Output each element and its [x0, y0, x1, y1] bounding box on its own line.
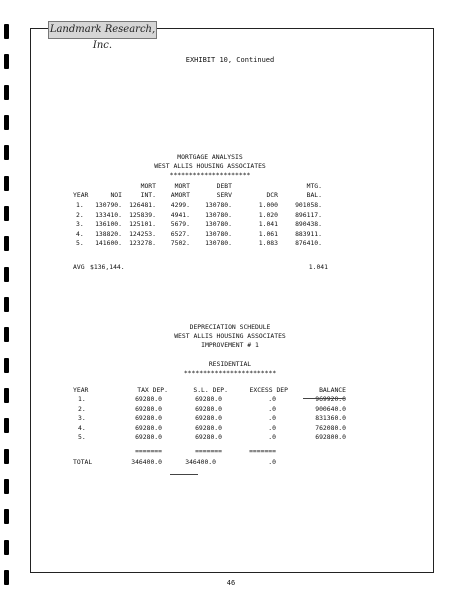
depreciation-cell-balance: 762080.0 [315, 423, 346, 432]
depreciation-sep-excess: ======= [249, 447, 276, 455]
mortgage-row-year: 3. [76, 220, 84, 229]
mortgage-cell-mort-amort: 4299. [170, 201, 190, 209]
depreciation-row-year: 2. [78, 404, 86, 413]
mortgage-header-mtg-bal: BAL. [306, 191, 322, 199]
binder-hole [4, 145, 9, 160]
depreciation-header-balance: BALANCE [319, 386, 346, 394]
mortgage-cell-debt-serv: 130780. [205, 239, 232, 248]
binder-hole [4, 418, 9, 433]
total-underline [170, 474, 198, 475]
mortgage-header-year: YEAR [73, 191, 89, 199]
depreciation-cell-tax-dep: 69280.0 [135, 423, 162, 432]
depreciation-cell-sl-dep: 69280.0 [195, 423, 222, 432]
mortgage-row-year: 5. [76, 239, 84, 248]
depreciation-total-sl: 346400.0 [185, 458, 216, 466]
mortgage-cell-debt-serv: 130780. [205, 220, 232, 229]
mortgage-row-year: 4. [76, 229, 84, 238]
binder-hole [4, 388, 9, 403]
mortgage-cell-mtg-bal: 901058. [295, 201, 322, 209]
mortgage-cell-mort-int: 125839. [129, 210, 156, 219]
depreciation-total-label: TOTAL [73, 458, 93, 466]
depreciation-header-excess-dep: EXCESS DEP [249, 386, 288, 394]
binder-hole [4, 358, 9, 373]
binder-hole [4, 176, 9, 191]
depreciation-cell-sl-dep: 69280.0 [195, 404, 222, 413]
depreciation-cell-tax-dep: 69280.0 [135, 433, 162, 442]
mortgage-cell-noi: 130790. [95, 201, 122, 209]
binder-hole [4, 509, 9, 524]
depreciation-cell-tax-dep: 69280.0 [135, 395, 162, 403]
binder-hole [4, 236, 9, 251]
depreciation-cell-tax-dep: 69280.0 [135, 414, 162, 423]
page-frame-bottom [30, 572, 434, 573]
depreciation-sep-tax: ======= [135, 447, 162, 455]
depreciation-cell-excess-dep: .0 [268, 414, 276, 423]
binder-hole [4, 54, 9, 69]
mortgage-cell-dcr: 1.020 [258, 210, 278, 219]
mortgage-stars: ********************* [169, 171, 251, 179]
depreciation-row-year: 1. [78, 395, 86, 403]
depreciation-cell-excess-dep: .0 [268, 404, 276, 413]
depreciation-stars: ************************ [183, 369, 277, 377]
depreciation-header-tax-dep: TAX DEP. [137, 386, 168, 394]
mortgage-cell-mtg-bal: 883911. [295, 229, 322, 238]
binder-hole [4, 327, 9, 342]
mortgage-cell-mort-amort: 6527. [170, 229, 190, 238]
mortgage-cell-mtg-bal: 896117. [295, 210, 322, 219]
mortgage-header-debt-serv: DEBT [216, 182, 232, 190]
binder-hole [4, 479, 9, 494]
depreciation-improvement: IMPROVEMENT # 1 [201, 341, 259, 349]
mortgage-cell-mort-int: 123278. [129, 239, 156, 248]
depreciation-sep-sl: ======= [195, 447, 222, 455]
depreciation-row-year: 5. [78, 433, 86, 442]
mortgage-header-mtg-bal: MTG. [306, 182, 322, 190]
company-logo: Landmark Research, Inc. [48, 21, 157, 39]
mortgage-cell-debt-serv: 130780. [205, 210, 232, 219]
depreciation-row-year: 3. [78, 414, 86, 423]
mortgage-row-year: 1. [76, 201, 84, 209]
mortgage-header-dcr: DCR [266, 191, 278, 199]
mortgage-title: MORTGAGE ANALYSIS [177, 153, 243, 161]
mortgage-cell-mtg-bal: 876410. [295, 239, 322, 248]
page-frame-right [433, 28, 434, 573]
mortgage-header-mort-amort: MORT [174, 182, 190, 190]
mortgage-cell-debt-serv: 130780. [205, 229, 232, 238]
depreciation-title: DEPRECIATION SCHEDULE [189, 323, 271, 331]
mortgage-cell-noi: 138820. [95, 229, 122, 238]
mortgage-cell-dcr: 1.083 [258, 239, 278, 248]
mortgage-cell-noi: 136100. [95, 220, 122, 229]
binder-hole [4, 85, 9, 100]
depreciation-total-excess: .0 [268, 458, 276, 466]
binder-hole [4, 540, 9, 555]
depreciation-cell-excess-dep: .0 [268, 433, 276, 442]
depreciation-cell-balance: 900640.0 [315, 404, 346, 413]
mortgage-cell-dcr: 1.061 [258, 229, 278, 238]
depreciation-cell-excess-dep: .0 [268, 395, 276, 403]
exhibit-title: EXHIBIT 10, Continued [185, 56, 275, 64]
depreciation-cell-sl-dep: 69280.0 [195, 395, 222, 403]
binder-hole [4, 449, 9, 464]
depreciation-cell-excess-dep: .0 [268, 423, 276, 432]
depreciation-total-tax: 346400.0 [131, 458, 162, 466]
mortgage-cell-noi: 133410. [95, 210, 122, 219]
mortgage-cell-mort-int: 126481. [129, 201, 156, 209]
mortgage-cell-mtg-bal: 890438. [295, 220, 322, 229]
depreciation-subtitle: WEST ALLIS HOUSING ASSOCIATES [174, 332, 286, 340]
mortgage-cell-debt-serv: 130780. [205, 201, 232, 209]
mortgage-cell-noi: 141600. [95, 239, 122, 248]
mortgage-avg-label: AVG [73, 263, 85, 271]
depreciation-category: RESIDENTIAL [208, 360, 252, 368]
page-number: 46 [226, 579, 236, 587]
balance-underline [303, 398, 345, 399]
depreciation-cell-tax-dep: 69280.0 [135, 404, 162, 413]
mortgage-cell-dcr: 1.000 [258, 201, 278, 209]
binder-hole [4, 206, 9, 221]
mortgage-cell-mort-int: 124253. [129, 229, 156, 238]
mortgage-header-noi: NOI [110, 191, 122, 199]
mortgage-avg-dcr: 1.041 [308, 263, 328, 271]
mortgage-header-mort-amort: AMORT [170, 191, 190, 199]
mortgage-cell-mort-amort: 7502. [170, 239, 190, 248]
mortgage-header-debt-serv: SERV [216, 191, 232, 199]
depreciation-cell-balance: 831360.0 [315, 414, 346, 423]
mortgage-subtitle: WEST ALLIS HOUSING ASSOCIATES [154, 162, 266, 170]
binder-hole [4, 570, 9, 585]
depreciation-row-year: 4. [78, 423, 86, 432]
depreciation-cell-balance: 969920.0 [315, 395, 346, 403]
binder-hole [4, 24, 9, 39]
depreciation-header-sl-dep: S.L. DEP. [193, 386, 228, 394]
page-frame-left [30, 28, 31, 148]
mortgage-avg-noi: $136,144. [90, 263, 125, 271]
mortgage-row-year: 2. [76, 210, 84, 219]
depreciation-cell-sl-dep: 69280.0 [195, 414, 222, 423]
mortgage-cell-mort-int: 125101. [129, 220, 156, 229]
depreciation-cell-sl-dep: 69280.0 [195, 433, 222, 442]
page-frame-left-lower [30, 148, 31, 573]
mortgage-header-mort-int: MORT [140, 182, 156, 190]
depreciation-header-year: YEAR [73, 386, 89, 394]
binder-hole [4, 297, 9, 312]
binder-hole [4, 267, 9, 282]
depreciation-cell-balance: 692800.0 [315, 433, 346, 442]
mortgage-cell-mort-amort: 4941. [170, 210, 190, 219]
binder-hole [4, 115, 9, 130]
mortgage-cell-dcr: 1.041 [258, 220, 278, 229]
mortgage-header-mort-int: INT. [140, 191, 156, 199]
mortgage-cell-mort-amort: 5679. [170, 220, 190, 229]
